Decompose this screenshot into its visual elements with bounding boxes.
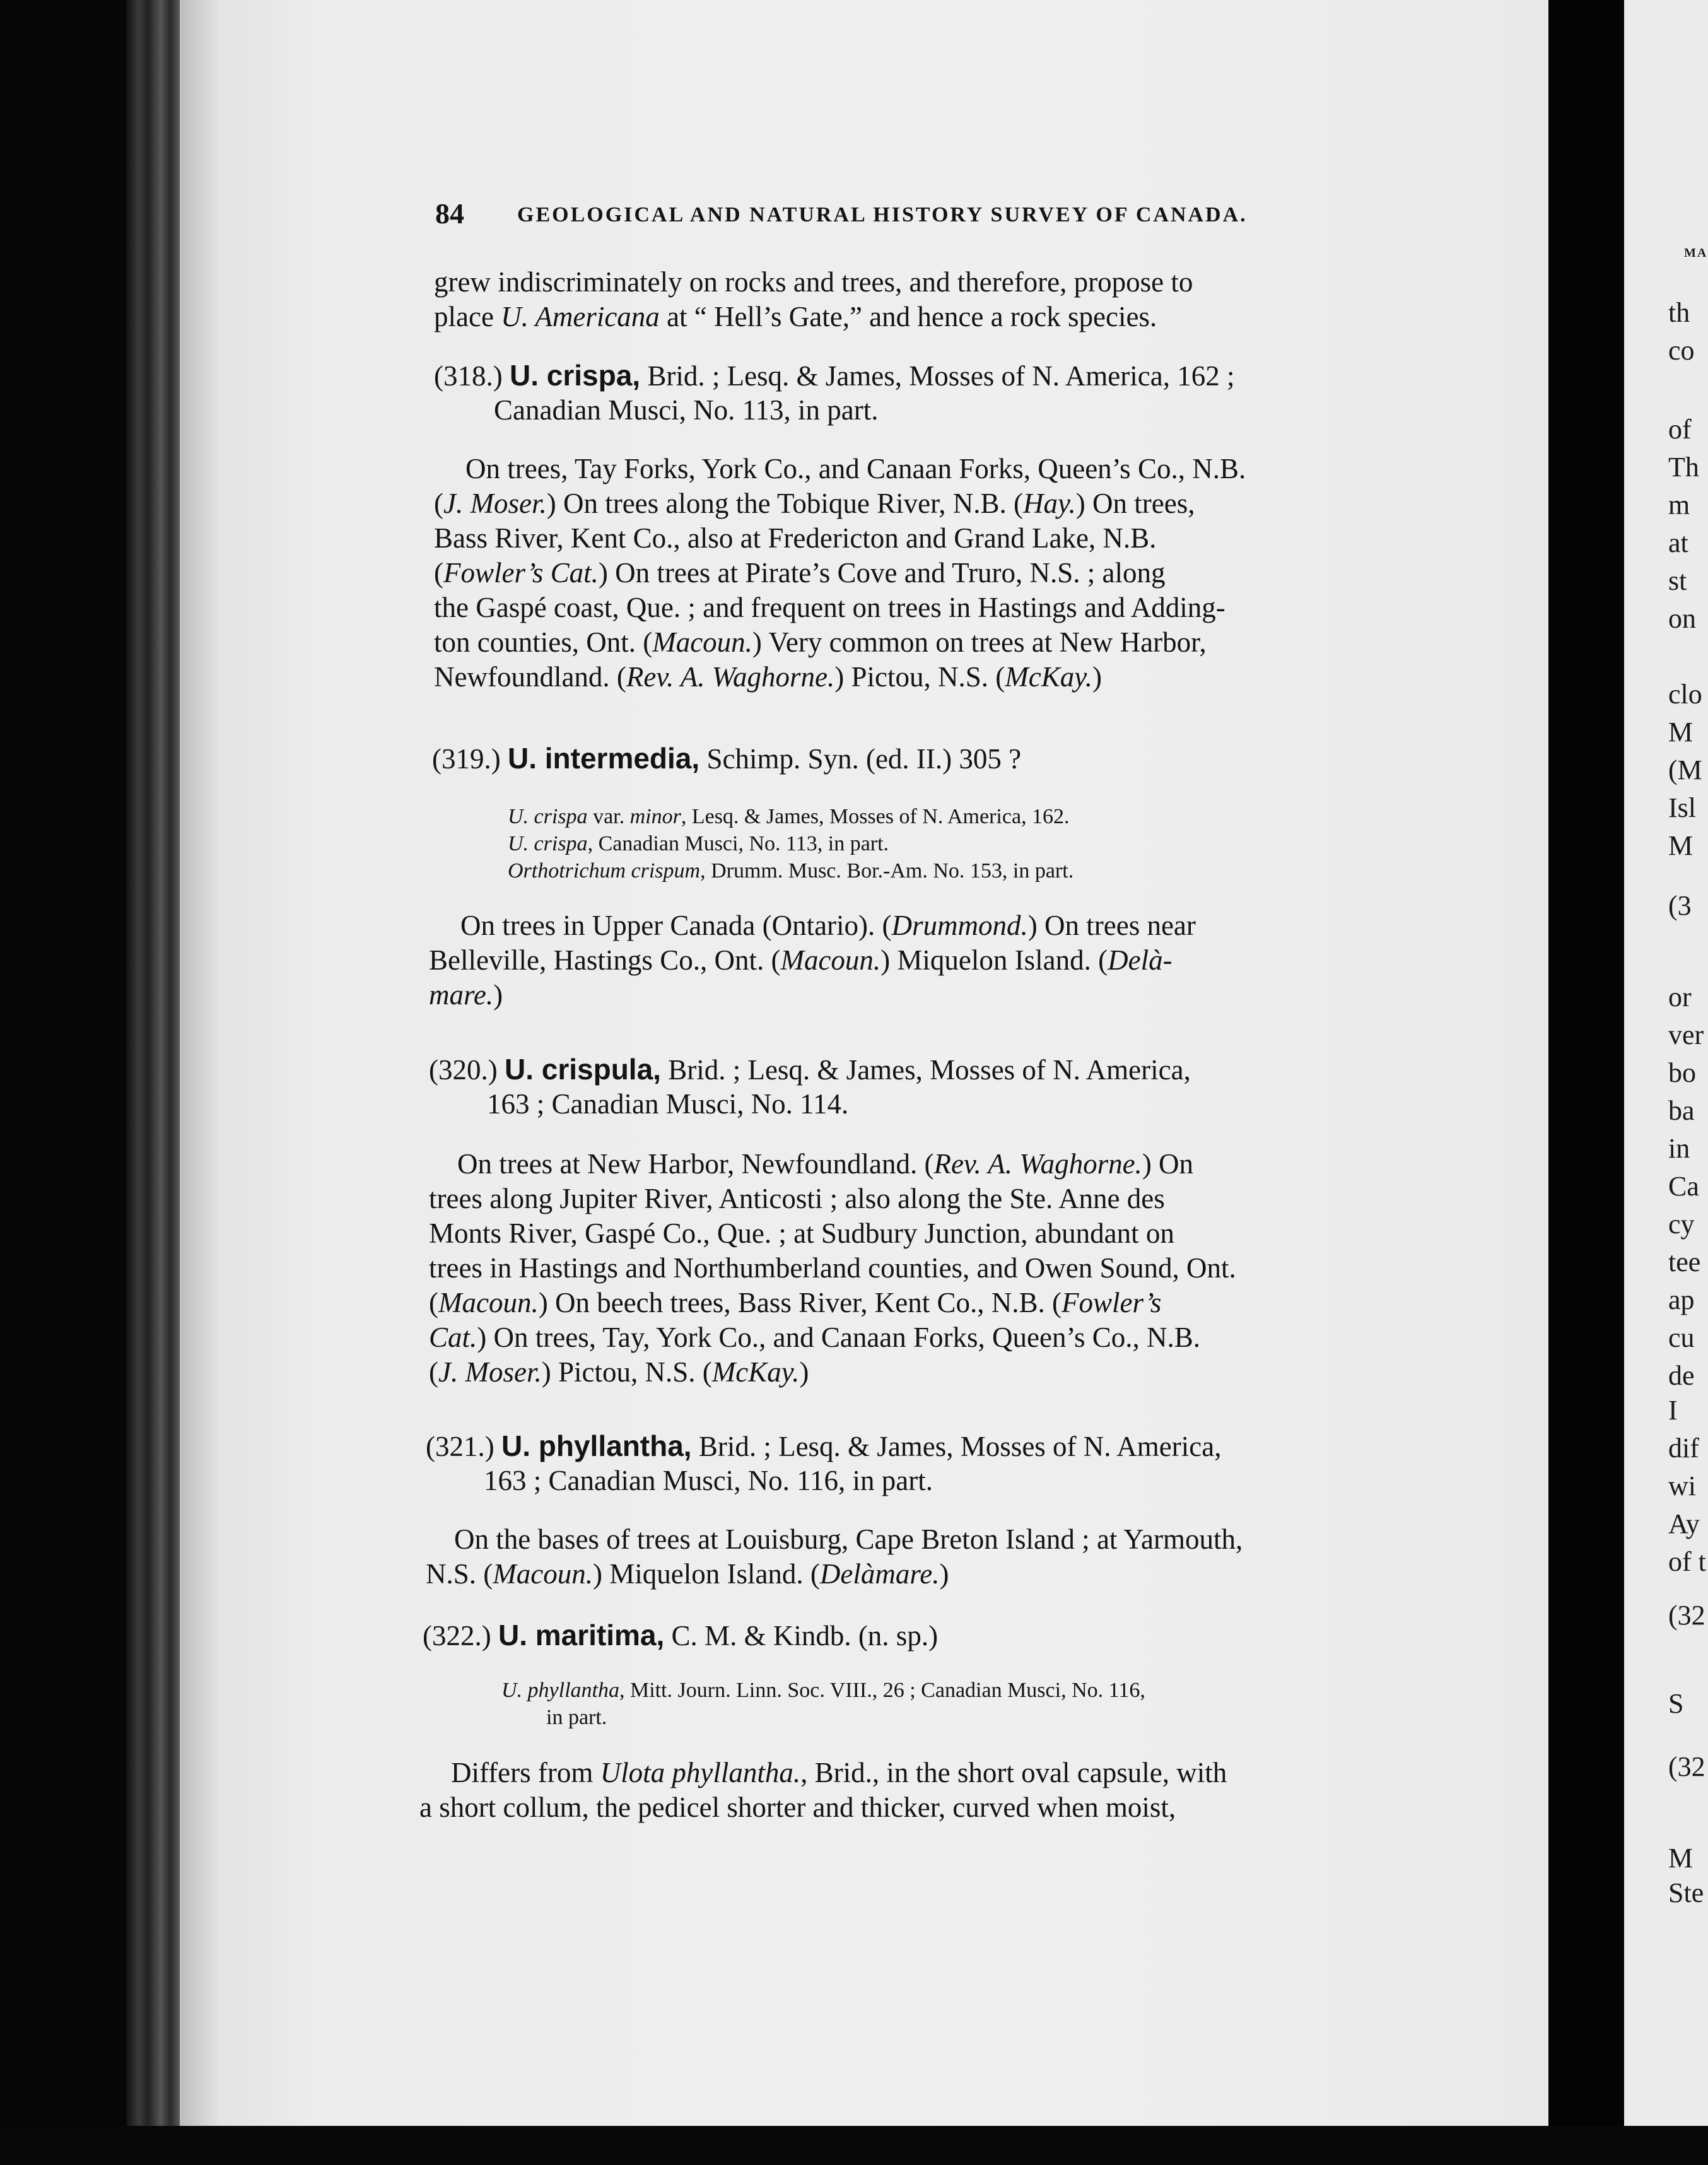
scan-bottom-margin	[0, 2126, 1708, 2165]
citation: C. M. & Kindb. (n. sp.)	[671, 1620, 939, 1652]
citation: Brid. ; Lesq. & James, Mosses of N. America,	[698, 1431, 1222, 1462]
species-heading	[429, 1052, 1191, 1088]
next-page-fragment: wi	[1668, 1470, 1696, 1501]
text-line: trees in Hastings and Northumberland counties, and Owen Sound, Ont.	[429, 1252, 1236, 1284]
next-page-fragment: (32	[1668, 1751, 1705, 1782]
species-name: U. maritima,	[498, 1619, 665, 1652]
next-page-fragment: m	[1668, 490, 1690, 520]
text-line: Belleville, Hastings Co., Ont. (Macoun.) Miquelon Island. (Delà-	[429, 944, 1173, 976]
entry-number: (320.)	[429, 1054, 498, 1086]
next-page-fragment: M	[1668, 1843, 1693, 1874]
synonym-line: Orthotrichum crispum, Drumm. Musc. Bor.-Am. No. 153, in part.	[508, 859, 1074, 883]
next-page-fragment: co	[1668, 335, 1695, 366]
citation: Brid. ; Lesq. & James, Mosses of N. America,	[668, 1054, 1191, 1086]
next-page-fragment: in	[1668, 1133, 1690, 1164]
page-number: 84	[435, 197, 464, 230]
entry-number: (321.)	[426, 1431, 494, 1462]
next-page-fragment: Isl	[1668, 792, 1696, 823]
next-page-fragment: ap	[1668, 1284, 1695, 1315]
next-page-fragment: st	[1668, 565, 1687, 596]
species-name: U. phyllantha,	[501, 1429, 692, 1462]
species-heading	[426, 1429, 1221, 1464]
next-page-fragment: M	[1668, 717, 1693, 748]
next-page-fragment: bo	[1668, 1057, 1696, 1088]
species-name: U. crispula,	[504, 1053, 661, 1086]
citation: Brid. ; Lesq. & James, Mosses of N. America, 162 ;	[647, 360, 1235, 392]
next-page-header: MA	[1684, 246, 1708, 260]
page-header	[435, 197, 1277, 241]
text-line: On trees at New Harbor, Newfoundland. (Rev. A. Waghorne.) On	[457, 1148, 1194, 1180]
next-page-fragment: or	[1668, 982, 1692, 1012]
text-line: (Macoun.) On beech trees, Bass River, Kent Co., N.B. (Fowler’s	[429, 1287, 1162, 1318]
text-line: trees along Jupiter River, Anticosti ; also along the Ste. Anne des	[429, 1183, 1165, 1214]
next-page-fragment: (3	[1668, 890, 1692, 921]
text-line: Monts River, Gaspé Co., Que. ; at Sudbury Junction, abundant on	[429, 1217, 1174, 1249]
next-page-fragment: S	[1668, 1688, 1684, 1719]
text-line: (J. Moser.) On trees along the Tobique River, N.B. (Hay.) On trees,	[434, 488, 1195, 519]
synonym-line: U. crispa var. minor, Lesq. & James, Mosses of N. America, 162.	[508, 805, 1070, 828]
citation-continued: Canadian Musci, No. 113, in part.	[494, 394, 879, 426]
text-line: On trees, Tay Forks, York Co., and Canaan Forks, Queen’s Co., N.B.	[465, 453, 1246, 484]
next-page-fragment: at	[1668, 527, 1688, 558]
text-line: (J. Moser.) Pictou, N.S. (McKay.)	[429, 1356, 809, 1388]
citation-continued: 163 ; Canadian Musci, No. 114.	[487, 1088, 849, 1120]
next-page-fragment: clo	[1668, 679, 1702, 710]
next-page-fragment: M	[1668, 830, 1693, 861]
page-gutter	[1548, 0, 1624, 2126]
next-page-edge	[1624, 0, 1708, 2126]
text-line: Differs from Ulota phyllantha., Brid., in the short oval capsule, with	[451, 1757, 1227, 1788]
next-page-fragment: Ca	[1668, 1171, 1699, 1202]
next-page-fragment: ba	[1668, 1095, 1695, 1126]
text-line: Cat.) On trees, Tay, York Co., and Canaan Forks, Queen’s Co., N.B.	[429, 1322, 1201, 1353]
scan-left-margin	[0, 0, 126, 2165]
entry-number: (322.)	[423, 1620, 491, 1652]
text-line: N.S. (Macoun.) Miquelon Island. (Delàmare.)	[426, 1558, 949, 1590]
next-page-fragment: th	[1668, 297, 1690, 328]
synonym-line: U. crispa, Canadian Musci, No. 113, in part.	[508, 832, 889, 855]
species-heading	[432, 741, 1021, 777]
next-page-fragment: de	[1668, 1360, 1695, 1391]
text-line: grew indiscriminately on rocks and trees, and therefore, propose to	[434, 266, 1193, 298]
next-page-fragment: Ste	[1668, 1877, 1704, 1908]
text-line: a short collum, the pedicel shorter and thicker, curved when moist,	[419, 1792, 1176, 1823]
species-name: U. intermedia,	[507, 742, 700, 775]
next-page-fragment: ver	[1668, 1019, 1704, 1050]
next-page-fragment: tee	[1668, 1247, 1701, 1277]
next-page-fragment: of	[1668, 414, 1692, 445]
text-line: place U. Americana at “ Hell’s Gate,” and hence a rock species.	[434, 301, 1157, 332]
next-page-fragment: cy	[1668, 1209, 1695, 1240]
next-page-fragment: Th	[1668, 452, 1699, 483]
species-heading	[423, 1618, 938, 1653]
text-line: (Fowler’s Cat.) On trees at Pirate’s Cove and Truro, N.S. ; along	[434, 557, 1166, 589]
synonym-line: U. phyllantha, Mitt. Journ. Linn. Soc. VIII., 26 ; Canadian Musci, No. 116,	[501, 1679, 1145, 1702]
citation: Schimp. Syn. (ed. II.) 305 ?	[706, 743, 1022, 775]
next-page-fragment: cu	[1668, 1322, 1695, 1353]
next-page-fragment: on	[1668, 603, 1696, 634]
next-page-fragment: dif	[1668, 1433, 1699, 1464]
text-line: Newfoundland. (Rev. A. Waghorne.) Pictou, N.S. (McKay.)	[434, 661, 1102, 693]
citation-continued: 163 ; Canadian Musci, No. 116, in part.	[484, 1465, 933, 1496]
text-line: mare.)	[429, 979, 503, 1011]
next-page-fragment: I	[1668, 1395, 1678, 1426]
next-page-fragment: of t	[1668, 1546, 1706, 1577]
species-heading	[434, 358, 1234, 394]
next-page-fragment: (M	[1668, 754, 1702, 785]
text-line: On the bases of trees at Louisburg, Cape Breton Island ; at Yarmouth,	[454, 1523, 1243, 1555]
text-line: On trees in Upper Canada (Ontario). (Drummond.) On trees near	[460, 910, 1196, 941]
species-name: U. crispa,	[509, 359, 641, 392]
entry-number: (318.)	[434, 360, 503, 392]
next-page-fragment: (32	[1668, 1600, 1705, 1631]
synonym-line: in part.	[546, 1706, 607, 1729]
text-line: Bass River, Kent Co., also at Fredericton and Grand Lake, N.B.	[434, 522, 1157, 554]
text-line: the Gaspé coast, Que. ; and frequent on trees in Hastings and Adding-	[434, 592, 1225, 623]
entry-number: (319.)	[432, 743, 501, 775]
running-title: GEOLOGICAL AND NATURAL HISTORY SURVEY OF CANADA.	[517, 203, 1248, 226]
next-page-fragment: Ay	[1668, 1508, 1700, 1539]
text-line: ton counties, Ont. (Macoun.) Very common on trees at New Harbor,	[434, 626, 1207, 658]
